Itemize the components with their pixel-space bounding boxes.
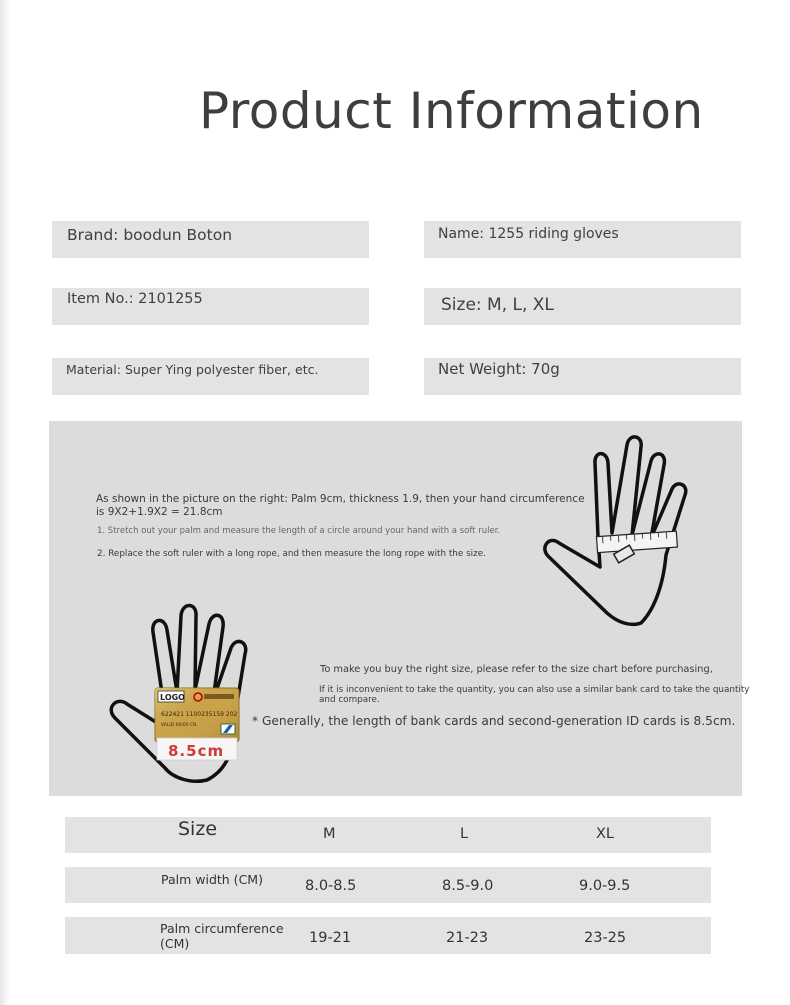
brand-text: Brand: boodun Boton	[67, 226, 233, 244]
size-text: Size: M, L, XL	[441, 295, 554, 315]
palm-width-xl: 9.0-9.5	[579, 878, 631, 894]
card-logo: LOGO	[160, 693, 185, 702]
palm-circumference-m: 19-21	[309, 930, 352, 946]
palm-circumference-l: 21-23	[446, 930, 489, 946]
size-table-header-size: Size	[178, 818, 218, 840]
measure-step-2: 2. Replace the soft ruler with a long rope, and then measure the long rope with the size.	[97, 549, 486, 559]
soft-ruler	[596, 531, 677, 553]
size-advice-text: To make you buy the right size, please refer to the size chart before purchasing,	[320, 664, 713, 675]
name-text: Name: 1255 riding gloves	[438, 226, 619, 242]
palm-width-l: 8.5-9.0	[442, 878, 494, 894]
page-title: Product Information	[199, 82, 704, 140]
card-number: 622421 1100235159 202	[161, 711, 238, 718]
card-length-note: * Generally, the length of bank cards and second-generation ID cards is 8.5cm.	[252, 714, 736, 728]
measure-step-1: 1. Stretch out your palm and measure the length of a circle around your hand with a soft ruler.	[97, 526, 501, 536]
page-edge-shadow	[0, 0, 10, 1005]
palm-circumference-label-line1: Palm circumference	[160, 921, 284, 936]
net-weight-text: Net Weight: 70g	[438, 360, 560, 378]
size-table-header-row	[65, 817, 711, 853]
bank-card-alt-line1: If it is inconvenient to take the quantity, you can also use a similar bank card to take the quantity	[319, 685, 750, 695]
size-table-header-xl: XL	[596, 826, 615, 842]
size-table-header-l: L	[460, 826, 469, 842]
palm-circumference-xl: 23-25	[584, 930, 627, 946]
card-valid: VALID 00/00 CN	[161, 723, 197, 728]
bank-card-alt-line2: and compare.	[319, 695, 380, 705]
palm-width-label: Palm width (CM)	[161, 872, 263, 887]
palm-width-m: 8.0-8.5	[305, 878, 357, 894]
measure-intro-line1: As shown in the picture on the right: Palm 9cm, thickness 1.9, then your hand circumference	[96, 493, 585, 505]
item-no-text: Item No.: 2101255	[67, 291, 203, 307]
size-table-header-m: M	[323, 826, 336, 842]
hand-ruler-illustration	[535, 433, 700, 628]
hand-card-illustration	[103, 600, 263, 785]
material-text: Material: Super Ying polyester fiber, etc.	[66, 362, 319, 377]
card-length-label: 8.5cm	[168, 742, 225, 760]
hand-outline	[545, 437, 686, 624]
palm-circumference-label-line2: (CM)	[160, 936, 190, 951]
measure-intro-line2: is 9X2+1.9X2 = 21.8cm	[96, 506, 223, 518]
